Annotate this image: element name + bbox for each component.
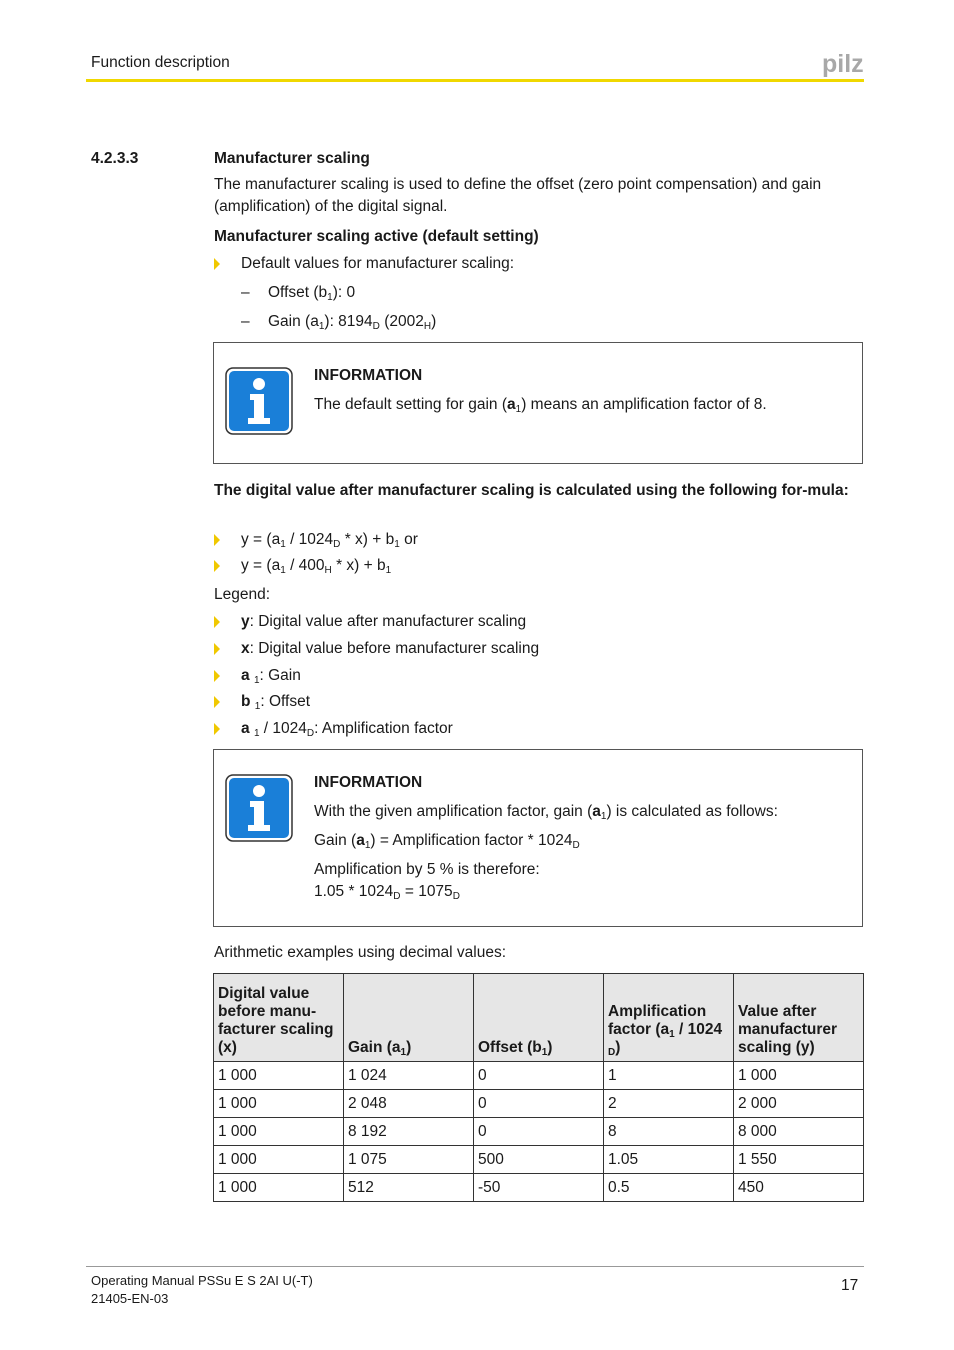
examples-table [213,973,864,1202]
intro-paragraph: The manufacturer scaling is used to define the offset (zero point compensation) and gain (amplification) of the digital signal. [214,176,822,215]
info-box-gain-calc [213,749,863,927]
subheading: Manufacturer scaling active (default setting) [214,228,539,245]
section-title: Manufacturer scaling [214,150,370,167]
col-header-amp-factor: Amplification factor ($a_1 / 1024$ $_D$) [604,974,734,1062]
legend-label: Legend: [214,586,271,603]
logo-text: pilz [822,50,864,78]
info-title: INFORMATION [314,367,423,384]
bullet-arrow-icon [214,258,220,270]
info-icon [225,367,293,435]
section-number: 4.2.3.3 [91,150,139,167]
footer-doc-number: 21405-EN-03 [91,1291,169,1306]
col-header-offset: Offset $(b_1)$ [474,974,604,1062]
header-title: Function description [91,54,230,71]
bullet-arrow-icon [214,534,220,546]
table-row: 1 000 1 024 0 1 1 000 [214,1062,864,1090]
table-row: 1 000 512 -50 0.5 450 [214,1174,864,1202]
bullet-arrow-icon [214,643,220,655]
header-rule [86,79,864,82]
footer-manual-title: Operating Manual PSSu E S 2AI U(-T) [91,1273,313,1288]
info-text: The default setting for gain $(a_1)$ means an amplification factor of 8. [314,396,767,415]
bullet-arrow-icon [214,723,220,735]
table-row: 1 000 2 048 0 2 2 000 [214,1090,864,1118]
formula-heading: The digital value after manufacturer scaling is calculated using the following for-mula: [214,482,849,499]
footer-rule [86,1266,864,1267]
info-line-4: $1.05 * 1024_D = 1075_D$ [314,883,460,902]
page-number: 17 [841,1277,859,1294]
info-icon [225,774,293,842]
pilz-logo [820,50,866,78]
col-header-value-after: Value after manufacturer scaling (y) [734,974,864,1062]
col-header-digital-value: Digital value before manu-facturer scaling (x) [214,974,344,1062]
table-row: 1 000 1 075 500 1.05 1 550 [214,1146,864,1174]
bullet-arrow-icon [214,696,220,708]
info-line-2: Gain $(a_1)$ = Amplification factor * $1024_D$ [314,832,580,851]
bullet-arrow-icon [214,670,220,682]
examples-label: Arithmetic examples using decimal values: [214,944,507,961]
table-row: 1 000 8 192 0 8 8 000 [214,1118,864,1146]
info-line-1: With the given amplification factor, gain $(a_1)$ is calculated as follows: [314,803,778,822]
col-header-gain: Gain $(a_1)$ [344,974,474,1062]
info-line-3: Amplification by 5 % is therefore: [314,861,540,878]
bullet-arrow-icon [214,616,220,628]
info-title: INFORMATION [314,774,423,791]
bullet-arrow-icon [214,560,220,572]
info-box-default-gain [213,342,863,464]
table-header-row [214,974,864,1062]
